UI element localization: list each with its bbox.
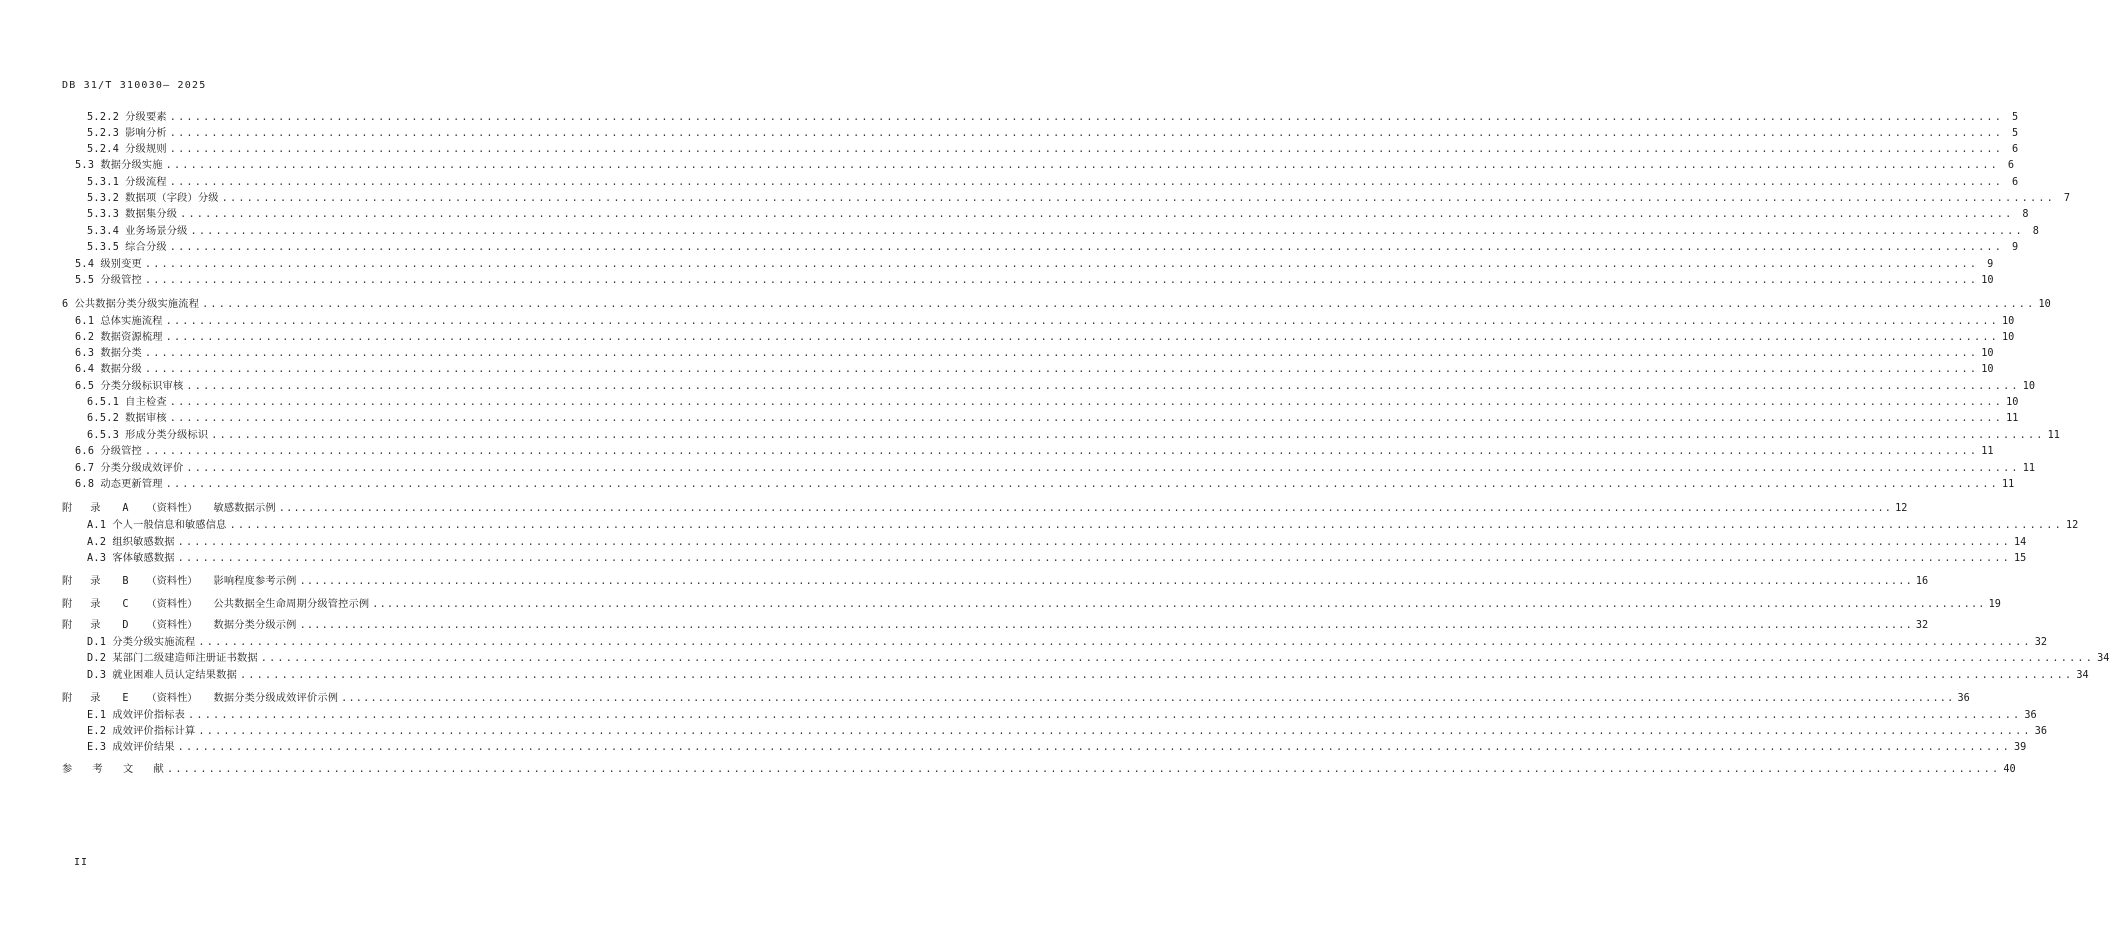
- dot-leader: ............................................................................................................................................................................................................................: [372, 599, 1986, 610]
- appendix-subentry-number: D.2: [87, 653, 107, 664]
- dot-leader: ............................................................................................................................................................................................................................: [180, 209, 2014, 220]
- dot-leader: ............................................................................................................................................................................................................................: [198, 726, 2032, 737]
- appendix-subentry-title: 成效评价指标表: [112, 710, 186, 721]
- appendix-subentry-page: 36: [2024, 710, 2037, 721]
- appendix-subentry[interactable]: [87, 536, 2027, 550]
- toc-entry-number: 5.3: [75, 160, 95, 171]
- toc-entry[interactable]: [87, 176, 2019, 190]
- appendix-subentry-title: 某部门二级建造师注册证书数据: [112, 653, 258, 664]
- appendix-letter: A: [122, 503, 129, 514]
- toc-entry-page: 11: [2002, 479, 2015, 490]
- toc-entry-number: 5.2.2: [87, 112, 120, 123]
- appendix-subentry-title: 客体敏感数据: [112, 553, 175, 564]
- appendix-subentry-title: 成效评价指标计算: [112, 726, 196, 737]
- toc-entry-page: 11: [2047, 430, 2060, 441]
- appendix-subentry-page: 32: [2034, 637, 2048, 648]
- toc-entry[interactable]: [87, 208, 2029, 222]
- toc-entry-page: 8: [2022, 209, 2029, 220]
- toc-entry-title: 公共数据分类分级实施流程: [74, 299, 200, 310]
- toc-entry[interactable]: [87, 143, 2019, 157]
- toc-entry-number: 6.3: [75, 348, 95, 359]
- references-word: 参: [62, 764, 73, 775]
- dot-leader: ............................................................................................................................................................................................................................: [169, 397, 2004, 408]
- toc-entry-title: 分级流程: [125, 177, 167, 188]
- references-entry[interactable]: [62, 763, 2016, 777]
- toc-entry[interactable]: [75, 274, 1994, 288]
- appendix-word-fu: 附: [62, 503, 73, 514]
- dot-leader: ............................................................................................................................................................................................................................: [186, 381, 2020, 392]
- toc-entry-page: 11: [2006, 413, 2019, 424]
- appendix-heading[interactable]: [62, 619, 1929, 633]
- toc-entry[interactable]: [87, 225, 2039, 239]
- appendix-word-fu: 附: [62, 620, 73, 631]
- toc-entry[interactable]: [87, 429, 2060, 443]
- dot-leader: ............................................................................................................................................................................................................................: [299, 576, 1913, 587]
- appendix-subentry-number: A.3: [87, 553, 107, 564]
- appendix-subentry-number: E.3: [87, 742, 107, 753]
- dot-leader: ............................................................................................................................................................................................................................: [211, 430, 2045, 441]
- toc-entry-title: 分级要素: [125, 112, 167, 123]
- toc-entry-page: 10: [2002, 316, 2015, 327]
- toc-entry-title: 数据项（字段）分级: [125, 193, 219, 204]
- toc-entry-number: 6.5.2: [87, 413, 120, 424]
- toc-entry[interactable]: [75, 380, 2036, 394]
- dot-leader: ............................................................................................................................................................................................................................: [165, 160, 1999, 171]
- page-number-footer: II: [74, 857, 89, 868]
- toc-entry-title: 数据集分级: [125, 209, 178, 220]
- references-word: 献: [153, 764, 164, 775]
- toc-entry[interactable]: [75, 363, 1994, 377]
- appendix-letter: D: [122, 620, 129, 631]
- toc-entry-page: 6: [2011, 177, 2019, 188]
- toc-entry-number: 5.3.4: [87, 226, 120, 237]
- appendix-letter: B: [122, 576, 129, 587]
- appendix-word-lu: 录: [90, 576, 101, 587]
- toc-entry-page: 6: [2011, 144, 2019, 155]
- toc-entry-number: 6.2: [75, 332, 95, 343]
- toc-entry-title: 自主检查: [125, 397, 167, 408]
- dot-leader: ............................................................................................................................................................................................................................: [144, 275, 1979, 286]
- appendix-subentry-page: 39: [2014, 742, 2027, 753]
- appendix-subentry[interactable]: [87, 725, 2048, 739]
- appendix-subentry[interactable]: [87, 709, 2037, 723]
- toc-entry-title: 分级管控: [100, 275, 142, 286]
- toc-entry[interactable]: [75, 159, 2014, 173]
- toc-entry-page: 5: [2011, 128, 2019, 139]
- toc-entry-page: 8: [2032, 226, 2039, 237]
- appendix-subentry-number: D.3: [87, 670, 107, 681]
- dot-leader: ............................................................................................................................................................................................................................: [167, 764, 2001, 775]
- toc-entry[interactable]: [75, 331, 2015, 345]
- appendix-subentry-title: 分类分级实施流程: [112, 637, 196, 648]
- toc-entry-number: 6.5.3: [87, 430, 120, 441]
- appendix-letter: E: [122, 693, 129, 704]
- toc-entry-number: 5.2.4: [87, 144, 120, 155]
- appendix-title: 敏感数据示例: [213, 503, 276, 514]
- appendix-subentry[interactable]: [87, 652, 2109, 666]
- toc-entry-number: 5.3.5: [87, 242, 120, 253]
- toc-entry-page: 10: [1981, 348, 1994, 359]
- toc-entry[interactable]: [75, 347, 1994, 361]
- toc-entry-number: 5.4: [75, 259, 95, 270]
- toc-entry-number: 6.8: [75, 479, 95, 490]
- dot-leader: ............................................................................................................................................................................................................................: [169, 144, 2004, 155]
- toc-entry[interactable]: [87, 241, 2019, 255]
- toc-entry-title: 数据分类: [100, 348, 142, 359]
- toc-entry-title: 分级规则: [125, 144, 167, 155]
- appendix-subentry-page: 15: [2014, 553, 2027, 564]
- dot-leader: ............................................................................................................................................................................................................................: [278, 503, 1893, 514]
- dot-leader: ............................................................................................................................................................................................................................: [239, 670, 2074, 681]
- appendix-subentry-page: 14: [2014, 537, 2027, 548]
- toc-entry-number: 5.5: [75, 275, 95, 286]
- appendix-subentry-number: A.2: [87, 537, 107, 548]
- appendix-heading[interactable]: [62, 692, 1970, 706]
- dot-leader: ............................................................................................................................................................................................................................: [341, 693, 1955, 704]
- toc-entry-page: 5: [2011, 112, 2019, 123]
- appendix-subentry[interactable]: [87, 669, 2089, 683]
- appendix-heading[interactable]: [62, 598, 2001, 612]
- dot-leader: ............................................................................................................................................................................................................................: [221, 193, 2056, 204]
- toc-entry-title: 数据分级: [100, 364, 142, 375]
- dot-leader: ............................................................................................................................................................................................................................: [177, 537, 2011, 548]
- dot-leader: ............................................................................................................................................................................................................................: [165, 332, 1999, 343]
- appendix-page: 32: [1915, 620, 1929, 631]
- appendix-subentry[interactable]: [87, 519, 2079, 533]
- appendix-title: 数据分类分级成效评价示例: [213, 693, 339, 704]
- dot-leader: ............................................................................................................................................................................................................................: [144, 364, 1979, 375]
- appendix-word-fu: 附: [62, 693, 73, 704]
- toc-entry-number: 5.3.1: [87, 177, 120, 188]
- toc-entry-page: 9: [2011, 242, 2019, 253]
- dot-leader: ............................................................................................................................................................................................................................: [144, 446, 1979, 457]
- appendix-page: 19: [1988, 599, 2001, 610]
- appendix-subentry[interactable]: [87, 636, 2048, 650]
- appendix-letter: C: [122, 599, 129, 610]
- toc-entry-number: 6.5.1: [87, 397, 120, 408]
- toc-entry-title: 形成分类分级标识: [125, 430, 209, 441]
- appendix-page: 16: [1915, 576, 1929, 587]
- appendix-heading[interactable]: [62, 502, 1908, 516]
- dot-leader: ............................................................................................................................................................................................................................: [198, 637, 2032, 648]
- toc-entry-title: 分级管控: [100, 446, 142, 457]
- appendix-heading[interactable]: [62, 575, 1929, 589]
- toc-entry-number: 6.4: [75, 364, 95, 375]
- appendix-subentry-title: 组织敏感数据: [112, 537, 175, 548]
- toc-entry-title: 数据分级实施: [100, 160, 163, 171]
- toc-entry-page: 9: [1987, 259, 1994, 270]
- appendix-subentry-number: E.1: [87, 710, 107, 721]
- dot-leader: ............................................................................................................................................................................................................................: [229, 520, 2063, 531]
- toc-entry-title: 综合分级: [125, 242, 167, 253]
- appendix-word-fu: 附: [62, 576, 73, 587]
- dot-leader: ............................................................................................................................................................................................................................: [169, 242, 2004, 253]
- toc-entry-number: 6.7: [75, 463, 95, 474]
- appendix-informative-label: （资料性）: [146, 576, 198, 587]
- toc-entry[interactable]: [87, 127, 2019, 141]
- toc-entry-page: 10: [2006, 397, 2019, 408]
- dot-leader: ............................................................................................................................................................................................................................: [202, 299, 2036, 310]
- appendix-informative-label: （资料性）: [146, 620, 198, 631]
- toc-entry-number: 6: [62, 299, 69, 310]
- dot-leader: ............................................................................................................................................................................................................................: [144, 348, 1979, 359]
- toc-entry[interactable]: [87, 111, 2019, 125]
- toc-entry-title: 动态更新管理: [100, 479, 163, 490]
- toc-entry-title: 影响分析: [125, 128, 167, 139]
- toc-entry-title: 总体实施流程: [100, 316, 163, 327]
- dot-leader: ............................................................................................................................................................................................................................: [144, 259, 1979, 270]
- references-word: 考: [92, 764, 103, 775]
- appendix-word-fu: 附: [62, 599, 73, 610]
- toc-entry[interactable]: [87, 412, 2019, 426]
- toc-entry[interactable]: [75, 445, 1994, 459]
- toc-entry-title: 分类分级标识审核: [100, 381, 184, 392]
- toc-entry-page: 10: [2038, 299, 2051, 310]
- toc-entry-number: 5.2.3: [87, 128, 120, 139]
- appendix-informative-label: （资料性）: [146, 693, 198, 704]
- appendix-page: 12: [1895, 503, 1908, 514]
- dot-leader: ............................................................................................................................................................................................................................: [165, 316, 1999, 327]
- toc-entry[interactable]: [87, 396, 2019, 410]
- appendix-subentry-number: E.2: [87, 726, 107, 737]
- appendix-subentry-number: A.1: [87, 520, 107, 531]
- dot-leader: ............................................................................................................................................................................................................................: [169, 128, 2004, 139]
- appendix-word-lu: 录: [90, 599, 101, 610]
- toc-entry-title: 分类分级成效评价: [100, 463, 184, 474]
- toc-entry-number: 6.6: [75, 446, 95, 457]
- appendix-title: 影响程度参考示例: [213, 576, 297, 587]
- toc-entry-title: 数据资源梳理: [100, 332, 163, 343]
- appendix-subentry[interactable]: [87, 741, 2027, 755]
- appendix-word-lu: 录: [90, 620, 101, 631]
- dot-leader: ............................................................................................................................................................................................................................: [169, 413, 2004, 424]
- appendix-word-lu: 录: [90, 693, 101, 704]
- toc-entry[interactable]: [75, 315, 2015, 329]
- toc-entry[interactable]: [75, 478, 2015, 492]
- toc-entry[interactable]: [87, 192, 2071, 206]
- toc-entry-page: 11: [1981, 446, 1994, 457]
- appendix-informative-label: （资料性）: [146, 503, 198, 514]
- appendix-word-lu: 录: [90, 503, 101, 514]
- appendix-subentry-title: 成效评价结果: [112, 742, 175, 753]
- appendix-page: 36: [1957, 693, 1970, 704]
- dot-leader: ............................................................................................................................................................................................................................: [169, 112, 2004, 123]
- appendix-title: 数据分类分级示例: [213, 620, 297, 631]
- appendix-subentry-title: 个人一般信息和敏感信息: [112, 520, 227, 531]
- toc-entry-page: 7: [2063, 193, 2071, 204]
- appendix-informative-label: （资料性）: [146, 599, 198, 610]
- document-code: DB 31/T 310030— 2025: [62, 80, 207, 91]
- dot-leader: ............................................................................................................................................................................................................................: [165, 479, 1999, 490]
- toc-entry-page: 10: [1981, 275, 1994, 286]
- dot-leader: ............................................................................................................................................................................................................................: [169, 177, 2004, 188]
- references-word: 文: [123, 764, 134, 775]
- dot-leader: ............................................................................................................................................................................................................................: [177, 742, 2011, 753]
- toc-entry-page: 10: [2022, 381, 2036, 392]
- toc-entry-number: 6.1: [75, 316, 95, 327]
- references-page: 40: [2003, 764, 2016, 775]
- toc-entry-number: 5.3.2: [87, 193, 120, 204]
- toc-entry-number: 5.3.3: [87, 209, 120, 220]
- dot-leader: ............................................................................................................................................................................................................................: [186, 463, 2020, 474]
- appendix-subentry-page: 34: [2097, 653, 2109, 664]
- appendix-title: 公共数据全生命周期分级管控示例: [213, 599, 370, 610]
- appendix-subentry-title: 就业困难人员认定结果数据: [112, 670, 237, 681]
- appendix-subentry-page: 36: [2034, 726, 2048, 737]
- toc-entry-title: 级别变更: [100, 259, 142, 270]
- toc-entry-number: 6.5: [75, 381, 95, 392]
- toc-entry-page: 10: [1981, 364, 1994, 375]
- toc-entry-page: 11: [2022, 463, 2036, 474]
- toc-entry-title: 数据审核: [125, 413, 167, 424]
- appendix-subentry-number: D.1: [87, 637, 107, 648]
- appendix-subentry[interactable]: [87, 552, 2027, 566]
- toc-entry-page: 6: [2007, 160, 2014, 171]
- toc-entry-title: 业务场景分级: [125, 226, 188, 237]
- toc-entry-page: 10: [2002, 332, 2015, 343]
- dot-leader: ............................................................................................................................................................................................................................: [260, 653, 2095, 664]
- appendix-subentry-page: 12: [2065, 520, 2079, 531]
- dot-leader: ............................................................................................................................................................................................................................: [177, 553, 2011, 564]
- toc-entry[interactable]: [75, 462, 2036, 476]
- dot-leader: ............................................................................................................................................................................................................................: [188, 710, 2022, 721]
- toc-entry[interactable]: [62, 298, 2051, 312]
- toc-entry[interactable]: [75, 258, 1994, 272]
- dot-leader: ............................................................................................................................................................................................................................: [299, 620, 1913, 631]
- appendix-subentry-page: 34: [2076, 670, 2089, 681]
- dot-leader: ............................................................................................................................................................................................................................: [190, 226, 2024, 237]
